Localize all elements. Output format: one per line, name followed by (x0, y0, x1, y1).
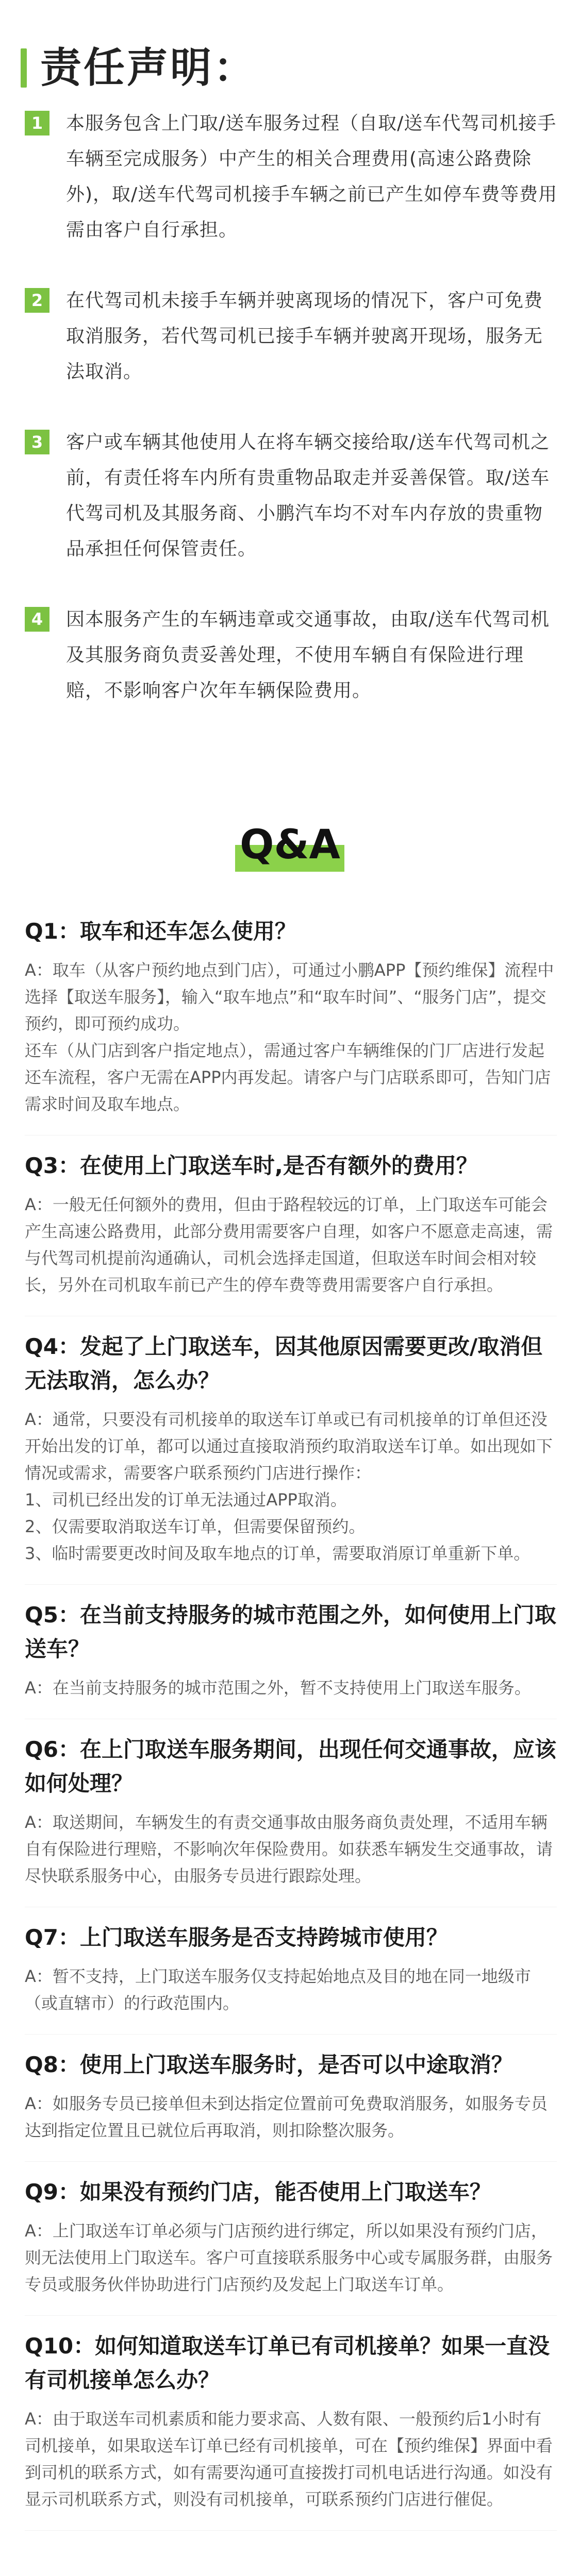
faq-item (25, 1330, 557, 1585)
qa-title: Q&A (240, 822, 340, 868)
faq-answer: A：通常，只要没有司机接单的取送车订单或已有司机接单的订单但还没开始出发的订单，都可以通过直接取消预约取消取送车订单。如出现如下情况或需求，需要客户联系预约门店进行操作： 1、司机已经出发的订单无法通过APP取消。 2、仅需要取消取送车订单，但需要保留预约。 3、临时需要更改时间及取车地点的订单，需要取消原订单重新下单。 (25, 1406, 557, 1585)
faq-item (25, 1921, 557, 2035)
faq-item (25, 1598, 557, 1719)
faq-item (25, 2329, 557, 2531)
item-number-badge: 3 (25, 430, 49, 454)
disclaimer-item (25, 283, 561, 389)
faq-item (25, 1149, 557, 1316)
faq-question: Q1：取车和还车怎么使用？ (25, 919, 296, 944)
disclaimer-text: 本服务包含上门取/送车服务过程（自取/送车代驾司机接手车辆至完成服务）中产生的相关合理费用(高速公路费除外)，取/送车代驾司机接手车辆之前已产生如停车费等费用需由客户自行承担。 (66, 113, 558, 241)
disclaimer-header (21, 46, 257, 90)
item-number-badge: 1 (25, 111, 49, 135)
faq-question: Q3：在使用上门取送车时,是否有额外的费用？ (25, 1153, 478, 1178)
faq-question: Q7：上门取送车服务是否支持跨城市使用？ (25, 1925, 448, 1950)
disclaimer-item (25, 602, 561, 708)
faq-question: Q8：使用上门取送车服务时，是否可以中途取消？ (25, 2052, 513, 2077)
disclaimer-list (25, 106, 561, 743)
faq-answer: A：暂不支持，上门取送车服务仅支持起始地点及目的地在同一地级市（或直辖市）的行政范围内。 (25, 1963, 557, 2035)
qa-banner (0, 817, 580, 884)
disclaimer-text: 客户或车辆其他使用人在将车辆交接给取/送车代驾司机之前，有责任将车内所有贵重物品取走并妥善保管。取/送车代驾司机及其服务商、小鹏汽车均不对车内存放的贵重物品承担任何保管责任。 (66, 432, 550, 560)
faq-item (25, 2048, 557, 2162)
faq-answer: A：取车（从客户预约地点到门店），可通过小鹏APP【预约维保】流程中选择【取送车服务】，输入“取车地点”和“取车时间”、“服务门店”，提交预约，即可预约成功。 还车（从门店到客户指定地点），需通过客户车辆维保的门厂店进行发起还车流程，客户无需在APP内再发起。请客户与门店联系即可，告知门店需求时间及取车地点。 (25, 957, 557, 1136)
faq-question: Q4：发起了上门取送车，因其他原因需要更改/取消但无法取消，怎么办？ (25, 1334, 543, 1393)
faq-question: Q9：如果没有预约门店，能否使用上门取送车？ (25, 2179, 491, 2205)
faq-question: Q6：在上门取送车服务期间，出现任何交通事故，应该如何处理？ (25, 1737, 556, 1796)
faq-answer: A：如服务专员已接单但未到达指定位置前可免费取消服务，如服务专员达到指定位置且已就位后再取消，则扣除整次服务。 (25, 2090, 557, 2162)
disclaimer-item (25, 106, 561, 248)
faq-answer: A：上门取送车订单必须与门店预约进行绑定，所以如果没有预约门店，则无法使用上门取送车。客户可直接联系服务中心或专属服务群，由服务专员或服务伙伴协助进行门店预约及发起上门取送车订单。 (25, 2217, 557, 2316)
header-accent-bar (21, 48, 27, 88)
faq-answer: A：取送期间，车辆发生的有责交通事故由服务商负责处理，不适用车辆自有保险进行理赔，不影响次年保险费用。如获悉车辆发生交通事故，请尽快联系服务中心，由服务专员进行跟踪处理。 (25, 1809, 557, 1907)
disclaimer-item (25, 425, 561, 567)
faq-answer: A：一般无任何额外的费用，但由于路程较远的订单，上门取送车可能会产生高速公路费用，此部分费用需要客户自理，如客户不愿意走高速，需与代驾司机提前沟通确认，司机会选择走国道，但取送车时间会相对较长，另外在司机取车前已产生的停车费等费用需要客户自行承担。 (25, 1191, 557, 1316)
faq-item (25, 2175, 557, 2316)
item-number-badge: 2 (25, 288, 49, 313)
faq-answer: A：在当前支持服务的城市范围之外，暂不支持使用上门取送车服务。 (25, 1674, 557, 1719)
item-number-badge: 4 (25, 607, 49, 632)
disclaimer-text: 在代驾司机未接手车辆并驶离现场的情况下，客户可免费取消服务，若代驾司机已接手车辆并驶离开现场，服务无法取消。 (66, 290, 543, 382)
faq-item (25, 1733, 557, 1907)
faq-question: Q10：如何知道取送车订单已有司机接单？如果一直没有司机接单怎么办？ (25, 2333, 550, 2393)
disclaimer-text: 因本服务产生的车辆违章或交通事故，由取/送车代驾司机及其服务商负责妥善处理，不使用车辆自有保险进行理赔，不影响客户次年车辆保险费用。 (66, 609, 550, 701)
faq-list (25, 914, 557, 2544)
faq-item (25, 914, 557, 1136)
disclaimer-title: 责任声明： (40, 44, 257, 92)
faq-question: Q5：在当前支持服务的城市范围之外，如何使用上门取送车？ (25, 1602, 556, 1662)
faq-answer: A：由于取送车司机素质和能力要求高、人数有限、一般预约后1小时有司机接单，如果取送车订单已经有司机接单，可在【预约维保】界面中看到司机的联系方式，如有需要沟通可直接拨打司机电话进行沟通。如没有显示司机联系方式，则没有司机接单，可联系预约门店进行催促。 (25, 2405, 557, 2531)
